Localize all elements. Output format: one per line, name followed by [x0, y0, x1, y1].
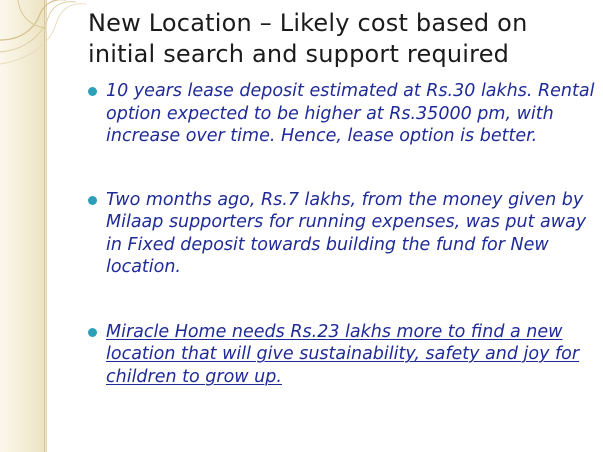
bullet-marker-icon — [88, 328, 97, 337]
bullet-text: Two months ago, Rs.7 lakhs, from the money given by Milaap supporters for running expenses, was put away in Fixed deposit towards building the fund for New location. — [106, 189, 587, 277]
decorative-swirl-icon — [0, 0, 88, 88]
bullet-item — [86, 189, 596, 279]
bullet-item — [86, 321, 596, 389]
bullet-list — [86, 80, 596, 388]
bullet-item — [86, 80, 596, 148]
bullet-marker-icon — [88, 196, 97, 205]
bullet-text-underlined: Miracle Home needs Rs.23 lakhs more to find a new location that will give sustainability, safety and joy for children to grow up. — [106, 321, 580, 387]
slide-title: New Location – Likely cost based on initial search and support required — [88, 9, 528, 68]
bullet-marker-icon — [88, 87, 97, 96]
bullet-text: 10 years lease deposit estimated at Rs.30 lakhs. Rental option expected to be higher at Rs.35000 pm, with increase over time. Hence, lease option is better. — [106, 81, 595, 146]
